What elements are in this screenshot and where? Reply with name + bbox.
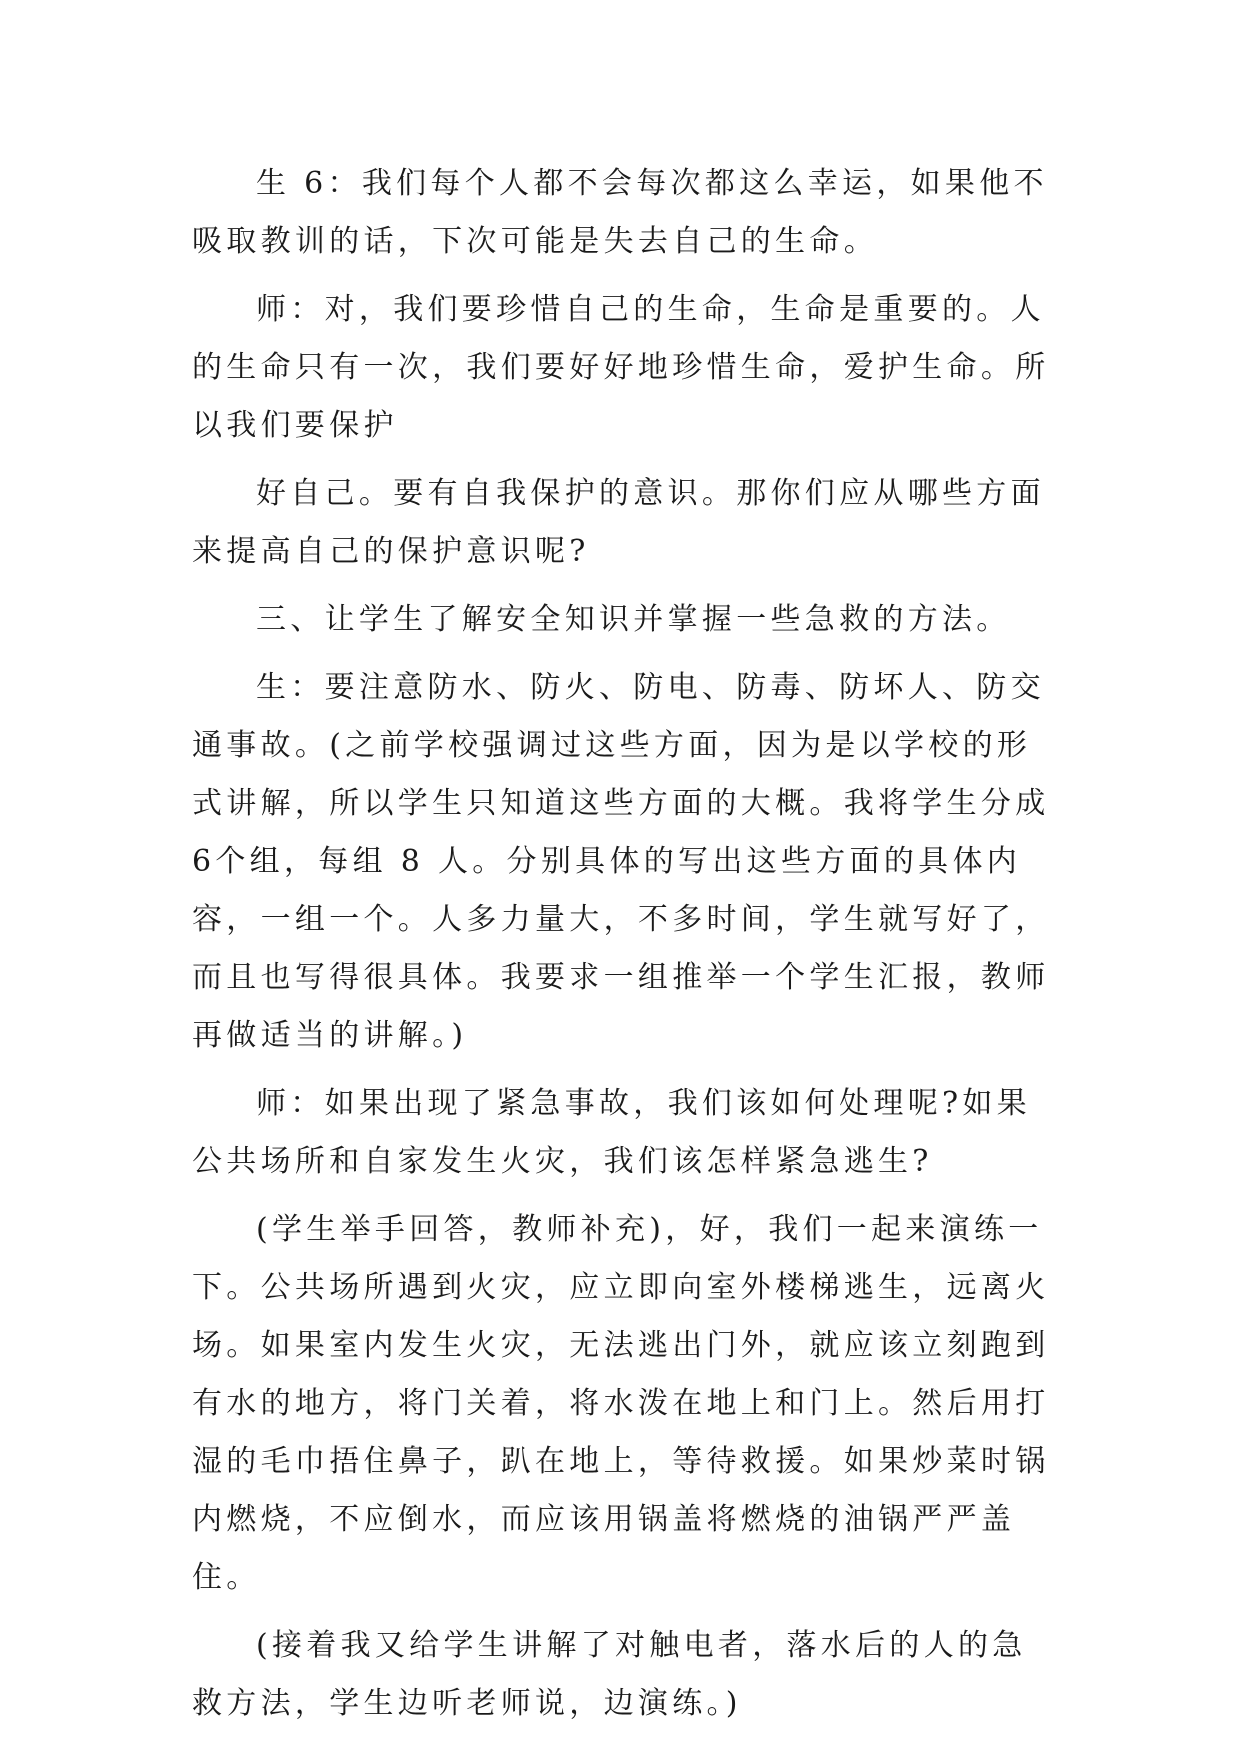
paragraph-fire-drill: (学生举手回答，教师补充)，好，我们一起来演练一下。公共场所遇到火灾，应立即向室外楼梯逃生，远离火场。如果室内发生火灾，无法逃出门外，就应该立刻跑到有水的地方，将门关着，将水泼在地上和门上。然后用打湿的毛巾捂住鼻子，趴在地上，等待救援。如果炒菜时锅内燃烧，不应倒水，而应该用锅盖将燃烧的油锅严严盖住。 xyxy=(192,1212,1050,1595)
paragraph-protect-self: 好自己。要有自我保护的意识。那你们应从哪些方面来提高自己的保护意识呢? xyxy=(192,476,1045,569)
paragraph-student-6: 生 6：我们每个人都不会每次都这么幸运，如果他不吸取教训的话，下次可能是失去自己的生命。 xyxy=(192,166,1048,259)
paragraph-student-precautions: 生：要注意防水、防火、防电、防毒、防坏人、防交通事故。(之前学校强调过这些方面，因为是以学校的形式讲解，所以学生只知道这些方面的大概。我将学生分成6个组，每组 8 人。分别具体的写出这些方面的具体内容，一组一个。人多力量大，不多时间，学生就写好了，而且也写得很具体。我要求一组推举一个学生汇报，教师再做适当的讲解。) xyxy=(192,670,1050,1053)
document-body xyxy=(192,155,1052,1743)
section-heading-safety-knowledge: 三、让学生了解安全知识并掌握一些急救的方法。 xyxy=(256,602,1011,637)
paragraph-teacher-cherish-life: 师：对，我们要珍惜自己的生命，生命是重要的。人的生命只有一次，我们要好好地珍惜生命，爱护生命。所以我们要保护 xyxy=(192,292,1050,443)
paragraph-teacher-emergency-question: 师：如果出现了紧急事故，我们该如何处理呢?如果公共场所和自家发生火灾，我们该怎样紧急逃生? xyxy=(192,1086,1031,1179)
paragraph-first-aid: (接着我又给学生讲解了对触电者，落水后的人的急救方法，学生边听老师说，边演练。) xyxy=(192,1628,1027,1721)
